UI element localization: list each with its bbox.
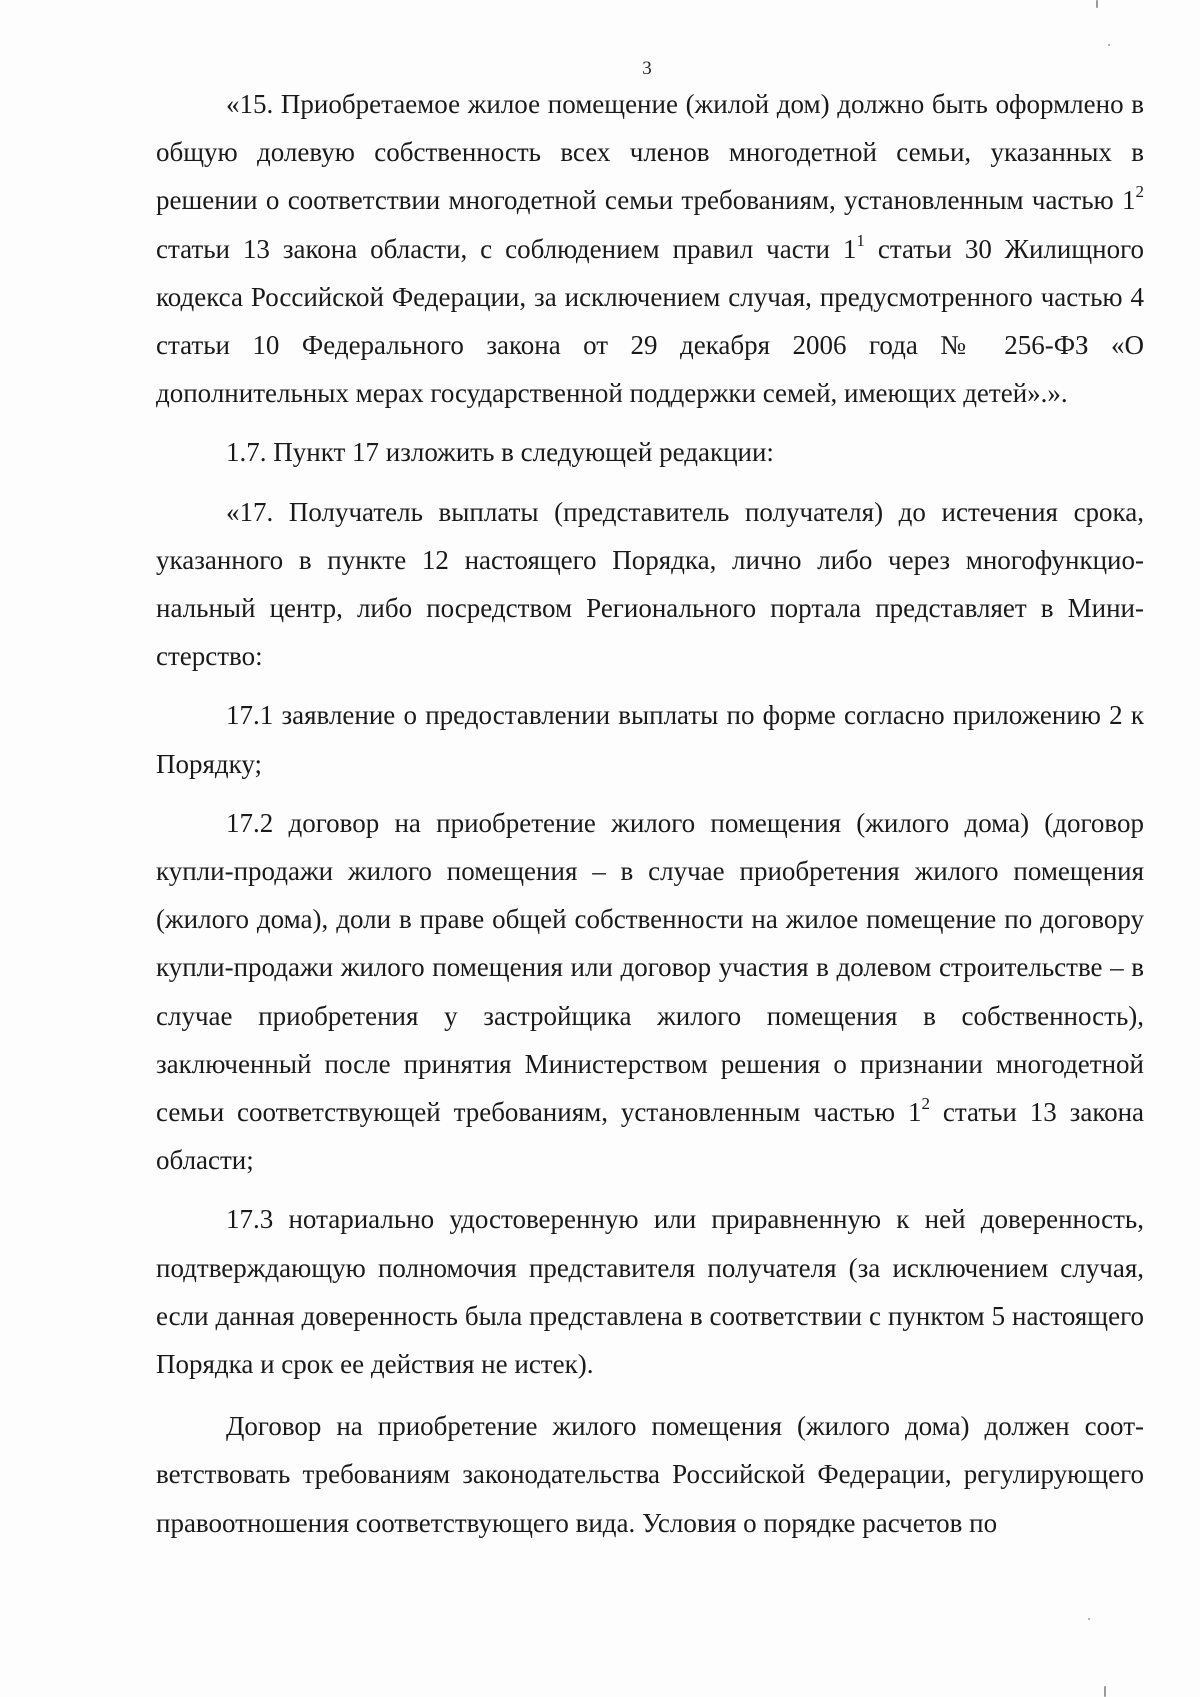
scan-speck xyxy=(1104,1686,1106,1697)
paragraph-item-15 xyxy=(156,80,1144,417)
scan-speck xyxy=(1108,44,1110,46)
page-number: 3 xyxy=(642,58,652,79)
superscript: 2 xyxy=(921,1094,931,1114)
paragraph-text: 17.2 договор на приобретение жилого помещения (жилого дома) (договор купли-продажи жилого помещения – в случае приобретения жилого помещения (жилого дома), доли в праве общей собственности на жилое помещение по договору купли-продажи жилого помещения или договор участия в долевом строительстве – в случае приобретения у застройщика жилого помещения в собственность), заключенный после принятия Министерством решения о признании многодетной семьи соответствующей требованиям, установленным частью 1 xyxy=(156,807,1144,1128)
paragraph-item-17-1: 17.1 заявление о предоставлении выплаты по форме согласно приложению 2 к Порядку; xyxy=(156,700,1144,779)
paragraph-point-1-7: 1.7. Пункт 17 изложить в следующей редакции: xyxy=(226,437,774,468)
paragraph-contract-requirements: Договор на приобретение жилого помещения (жилого дома) должен соответствовать требованиям законодательства Российской Федерации, регулирующего правоотношения соответствующего вида. Условия о порядке расчетов по xyxy=(156,1411,1144,1538)
document-body xyxy=(156,80,1144,1547)
paragraph-item-17-3: 17.3 нотариально удостоверенную или приравненную к ней доверенность, подтверждающую полномочия представителя получателя (за исключением случая, если данная доверенность была представлена в соответствии с пунктом 5 настоящего Порядка и срок ее действия не истек). xyxy=(156,1204,1144,1380)
paragraph-item-17: «17. Получатель выплаты (представитель получателя) до истечения срока, указанного в пункте 12 настоящего Порядка, лично либо через многофункциональный центр, либо посредством Регионального портала представляет в Министерство: xyxy=(156,496,1144,672)
scan-speck xyxy=(1088,1618,1090,1620)
paragraph-text: статьи 13 закона области; xyxy=(156,1097,1145,1176)
scan-speck xyxy=(1096,0,1098,8)
superscript: 2 xyxy=(1135,182,1144,202)
paragraph-text: «15. Приобретаемое жилое помещение (жилой дом) должно быть оформлено в общую долевую собственность всех членов многодетной семьи, указанных в решении о соответствии многодетной семьи требованиям, установленным частью 1 xyxy=(156,89,1144,216)
paragraph-item-17-2 xyxy=(156,799,1144,1185)
paragraph-text: статьи 30 Жилищного кодекса Российской Федерации, за исключением случая, предусмотренного частью 4 статьи 10 Федерального закона от 29 декабря 2006 года № 256-ФЗ «О дополнительных мерах государственной поддержки семей, имеющих детей».». xyxy=(156,233,1144,409)
superscript: 1 xyxy=(856,230,865,250)
paragraph-text: статьи 13 закона области, с соблюдением правил части 1 xyxy=(156,233,857,264)
